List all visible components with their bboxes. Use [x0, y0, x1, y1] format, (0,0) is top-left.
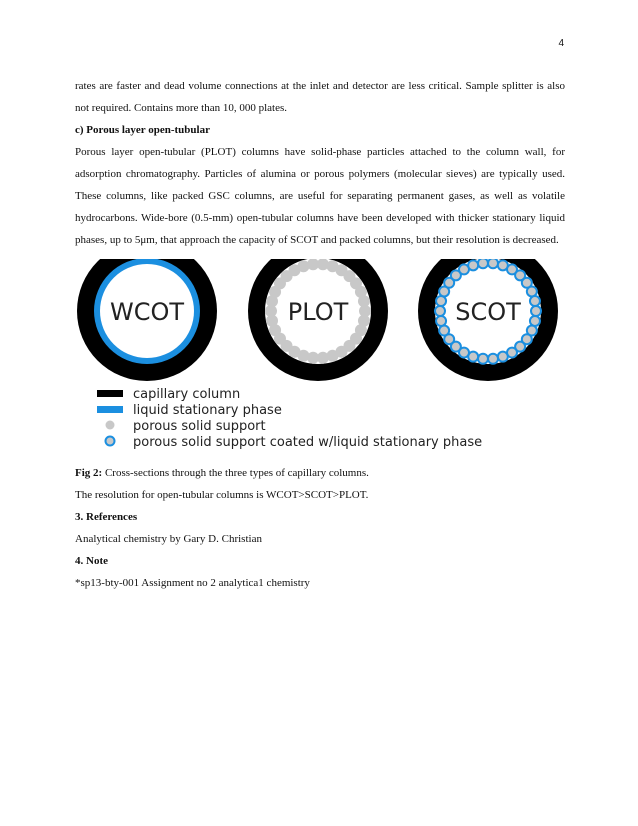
legend-swatch-capillary — [97, 390, 123, 397]
legend-swatch-liquid — [97, 406, 123, 413]
figure-caption — [75, 462, 565, 484]
coated-particle — [531, 306, 541, 316]
figure-legend — [97, 387, 482, 450]
scot-label: SCOT — [455, 298, 521, 326]
plot-label: PLOT — [287, 298, 349, 326]
coated-particle — [530, 296, 540, 306]
coated-particle — [488, 354, 498, 364]
wcot-label: WCOT — [109, 298, 185, 326]
capillary-columns-figure — [75, 259, 565, 456]
caption-label: Fig 2: — [75, 467, 103, 479]
wcot-cross-section — [77, 259, 217, 381]
coated-particle — [488, 259, 498, 268]
legend-swatch-solid-support — [106, 421, 115, 430]
paragraph-plot: Porous layer open-tubular (PLOT) columns have solid-phase particles attached to the column wall, for adsorption chromatography. Particles of alumina or porous polymers (molecular sieves) are typically used. These columns, like packed GSC columns, are useful for separating permanent gases, as well as volatile hydrocarbons. Wide-bore (0.5-mm) open-tubular columns have been developed with thicker stationary liquid phases, up to 5μm, that approach the capacity of SCOT and packed columns, but their resolution is decreased. — [75, 146, 565, 246]
page-number: 4 — [558, 38, 564, 49]
legend-liquid-phase: liquid stationary phase — [133, 403, 282, 418]
resolution-line: The resolution for open-tubular columns is WCOT>SCOT>PLOT. — [75, 489, 369, 501]
section-heading-plot: c) Porous layer open-tubular — [75, 124, 210, 136]
scot-cross-section — [418, 259, 558, 381]
coated-particle — [439, 326, 449, 336]
coated-particle — [436, 296, 446, 306]
legend-capillary-column: capillary column — [133, 387, 241, 402]
document-body — [75, 75, 565, 594]
paragraph-intro: rates are faster and dead volume connections at the inlet and detector are less critical. Sample splitter is also not required. Contains more than 10, 000 plates. — [75, 80, 565, 114]
coated-particle — [530, 316, 540, 326]
coated-particle — [436, 316, 446, 326]
coated-particle — [478, 354, 488, 364]
legend-coated-support: porous solid support coated w/liquid stationary phase — [133, 435, 483, 450]
legend-solid-support: porous solid support — [133, 419, 266, 434]
coated-particle — [468, 260, 478, 270]
reference-entry: Analytical chemistry by Gary D. Christian — [75, 533, 262, 545]
references-heading: 3. References — [75, 511, 138, 523]
coated-particle — [527, 286, 537, 296]
coated-particle — [435, 306, 445, 316]
legend-swatch-coated-support — [106, 437, 115, 446]
plot-cross-section — [248, 259, 388, 381]
caption-text: Cross-sections through the three types of capillary columns. — [102, 467, 369, 479]
coated-particle — [478, 259, 488, 268]
note-text: *sp13-bty-001 Assignment no 2 analytica1 chemistry — [75, 577, 310, 589]
note-heading: 4. Note — [75, 555, 108, 567]
porous-particle — [358, 295, 370, 307]
coated-particle — [498, 352, 508, 362]
